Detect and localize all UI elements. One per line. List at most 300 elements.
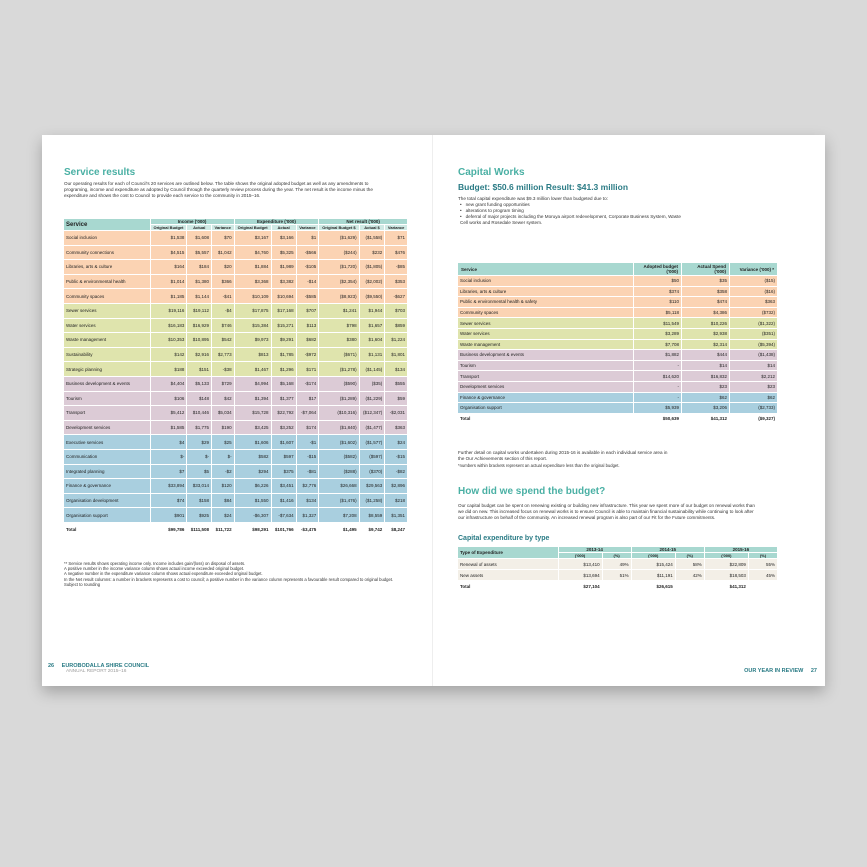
total-value: $101,766 <box>271 522 296 536</box>
cell-value: $120 <box>211 479 234 494</box>
total-value: $111,508 <box>187 522 212 536</box>
cell-value: $3,382 <box>271 274 296 289</box>
cell-value: -$15 <box>296 449 319 464</box>
cell-value: $476 <box>385 245 408 260</box>
subheader: Actual <box>271 225 296 231</box>
cell-value: $26,668 <box>319 479 359 494</box>
cell-value: ($8,923) <box>319 289 359 304</box>
cell-value: $3,425 <box>234 420 271 435</box>
cell-value: ($12,347) <box>359 406 385 421</box>
cell-value: ($1,258) <box>359 493 385 508</box>
right-footer <box>744 668 817 674</box>
cell-value: $13,410 <box>558 559 602 570</box>
service-name: Sewer services <box>458 318 634 329</box>
cell-value: ($582) <box>319 449 359 464</box>
table-row <box>64 464 408 479</box>
total-value: $41,312 <box>682 413 730 424</box>
cell-value: $17,875 <box>234 303 271 318</box>
cell-value: -$105 <box>296 260 319 275</box>
cell-value: $35 <box>682 276 730 287</box>
cell-value: $4,994 <box>234 376 271 391</box>
total-value: $27,104 <box>558 581 602 592</box>
service-name: Business development & events <box>64 376 150 391</box>
cell-value: ($5,394) <box>730 339 778 350</box>
cell-value: $9,973 <box>234 333 271 348</box>
by-type-title: Capital expenditure by type <box>458 535 550 542</box>
cell-value: $9,291 <box>271 333 296 348</box>
cell-value: $4,386 <box>682 307 730 318</box>
page-26 <box>42 135 433 686</box>
table-row <box>64 231 408 246</box>
total-value <box>748 581 777 592</box>
service-name: Communication <box>64 449 150 464</box>
cell-value: -$627 <box>385 289 408 304</box>
subheader: Original Budget <box>150 225 187 231</box>
cell-value: $444 <box>682 350 730 361</box>
service-name: Transport <box>458 371 634 382</box>
service-name: Organisation development <box>64 493 150 508</box>
cell-value: $188 <box>150 362 187 377</box>
subheader: Variance <box>296 225 319 231</box>
total-value <box>602 581 631 592</box>
cell-value: $134 <box>385 362 408 377</box>
cell-value: $1,604 <box>359 333 385 348</box>
total-value: $99,786 <box>150 522 187 536</box>
cell-value: $22,809 <box>704 559 748 570</box>
cell-value: $110 <box>634 297 682 308</box>
cell-value: $4,404 <box>150 376 187 391</box>
service-name: Social inclusion <box>458 276 634 287</box>
cell-value: - <box>634 360 682 371</box>
cell-value: $29 <box>187 435 212 450</box>
cell-value: $798 <box>319 318 359 333</box>
cell-value: $62 <box>682 392 730 403</box>
service-name: Libraries, arts & culture <box>458 286 634 297</box>
cell-value: $1,608 <box>187 231 212 246</box>
cell-value: $142 <box>150 347 187 362</box>
cell-value: $15,271 <box>271 318 296 333</box>
service-name: Transport <box>64 406 150 421</box>
cell-value: $8,559 <box>359 508 385 523</box>
cell-value: $158 <box>187 493 212 508</box>
cell-value: -$972 <box>296 347 319 362</box>
subheader: Actual $ <box>359 225 385 231</box>
service-name: Finance & governance <box>458 392 634 403</box>
cell-value: $190 <box>211 420 234 435</box>
cell-value: $2,938 <box>682 328 730 339</box>
cell-value: $5,557 <box>187 245 212 260</box>
cell-value: $11,191 <box>631 570 675 581</box>
cell-value: $3,166 <box>271 231 296 246</box>
cell-value: 45% <box>748 570 777 581</box>
cell-value: 58% <box>675 559 704 570</box>
cell-value: $10,109 <box>234 289 271 304</box>
cell-value: $380 <box>319 333 359 348</box>
service-results-notes <box>64 561 404 587</box>
table-row <box>458 276 778 287</box>
cell-value: -$585 <box>296 289 319 304</box>
cell-value: $- <box>211 449 234 464</box>
service-name: Community spaces <box>64 289 150 304</box>
report-spread <box>42 135 825 686</box>
unit-header: ('000) <box>704 553 748 559</box>
cell-value: $7,708 <box>634 339 682 350</box>
cell-value: -$7,064 <box>296 406 319 421</box>
cell-value: ($1,558) <box>359 231 385 246</box>
cell-value: $106 <box>150 391 187 406</box>
cell-value: $15,384 <box>234 318 271 333</box>
cell-value: $363 <box>730 297 778 308</box>
cell-value: $184 <box>187 260 212 275</box>
unit-header: (%) <box>748 553 777 559</box>
cell-value: $19,112 <box>187 303 212 318</box>
service-name: Water services <box>64 318 150 333</box>
cell-value: $- <box>150 449 187 464</box>
cell-value: ($1,278) <box>319 362 359 377</box>
cell-value: $4,760 <box>234 245 271 260</box>
cell-value: $3,206 <box>682 403 730 414</box>
cell-value: $10,694 <box>271 289 296 304</box>
cell-value: $5,034 <box>211 406 234 421</box>
service-results-intro: Our operating results for each of Council's 20 services are outlined below. The table shows the original adopted budget as well as any amendments to programing, income and expenditure as adopted by Council through the quarterly review process during the year. The net result is the income minus the expenditure and shows the cost to Council to provide each service to the community in 2015–16. <box>64 181 373 198</box>
table-row <box>458 328 778 339</box>
table-row <box>458 392 778 403</box>
cell-value: $1,785 <box>271 347 296 362</box>
note: A positive number in the income variance column shows actual income exceeded original budget. <box>64 566 245 572</box>
cell-value: 51% <box>602 570 631 581</box>
cell-value: $353 <box>385 274 408 289</box>
cell-value: $707 <box>296 303 319 318</box>
service-name: Tourism <box>458 360 634 371</box>
table-row <box>64 420 408 435</box>
cell-value: ($351) <box>730 328 778 339</box>
cell-value: $5,412 <box>150 406 187 421</box>
cell-value: $16,183 <box>150 318 187 333</box>
table-row <box>64 289 408 304</box>
cell-value: $10,353 <box>150 333 187 348</box>
total-value: $26,615 <box>631 581 675 592</box>
cell-value: $3,167 <box>234 231 271 246</box>
cell-value: $11,549 <box>634 318 682 329</box>
total-value: $11,722 <box>211 522 234 536</box>
unit-header: ('000) <box>558 553 602 559</box>
total-value: ($9,327) <box>730 413 778 424</box>
table-row <box>64 508 408 523</box>
cell-value: - <box>634 381 682 392</box>
cell-value: -$7,634 <box>271 508 296 523</box>
cell-value: $62 <box>730 392 778 403</box>
cell-value: $813 <box>234 347 271 362</box>
cell-value: $729 <box>211 376 234 391</box>
cell-value: $33,014 <box>187 479 212 494</box>
service-name: Community spaces <box>458 307 634 318</box>
cell-value: $71 <box>385 231 408 246</box>
list-item: • new grant funding opportunities <box>458 202 788 208</box>
table-row <box>458 307 778 318</box>
cell-value: - <box>634 392 682 403</box>
service-name: Finance & governance <box>64 479 150 494</box>
cell-value: -$566 <box>296 245 319 260</box>
note: A negative number in the expenditure variance column shows actual expenditure exceeded original budget. <box>64 571 263 577</box>
service-name: Tourism <box>64 391 150 406</box>
service-name: Business development & events <box>458 350 634 361</box>
list-item: • alterations to program timing <box>458 208 788 214</box>
footer-subtitle: ANNUAL REPORT 2015–16 <box>66 669 127 674</box>
cell-value: $366 <box>211 274 234 289</box>
cell-value: -$6,307 <box>234 508 271 523</box>
total-label: Total <box>64 522 150 536</box>
subheader: Original Budget $ <box>319 225 359 231</box>
cell-value: ($10,316) <box>319 406 359 421</box>
cell-value: ($1,476) <box>319 493 359 508</box>
cell-value: $294 <box>234 464 271 479</box>
service-name: Sewer services <box>64 303 150 318</box>
cell-value: $23 <box>730 381 778 392</box>
table-row <box>458 286 778 297</box>
cell-value: $148 <box>187 391 212 406</box>
cell-value: $363 <box>385 420 408 435</box>
cell-value: $1,801 <box>385 347 408 362</box>
total-value: -$3,475 <box>296 522 319 536</box>
cell-value: $5,939 <box>634 403 682 414</box>
total-row <box>458 413 778 424</box>
service-name: Public & environmental health <box>64 274 150 289</box>
capital-works-detail: Further detail on capital works undertaken during 2015-16 is available in each individual service area in the Our Achievements section of this report. <box>458 450 668 461</box>
service-name: Integrated planning <box>64 464 150 479</box>
cell-value: $1,351 <box>385 508 408 523</box>
service-name: Waste management <box>458 339 634 350</box>
cell-value: -$81 <box>296 464 319 479</box>
cell-value: $1,394 <box>234 391 271 406</box>
cell-value: $33,894 <box>150 479 187 494</box>
cell-value: $14 <box>682 360 730 371</box>
service-name: Strategic planning <box>64 362 150 377</box>
cell-value: $3,451 <box>271 479 296 494</box>
service-name: Development services <box>458 381 634 392</box>
cell-value: -$174 <box>296 376 319 391</box>
total-value <box>675 581 704 592</box>
cell-value: $134 <box>296 493 319 508</box>
type-header: Type of Expenditure <box>458 547 558 559</box>
intro-line: The total capital expenditure was $9.3 million lower than budgeted due to: <box>458 196 608 201</box>
type-name: Renewal of assets <box>458 559 558 570</box>
cell-value: $2,776 <box>296 479 319 494</box>
table-row <box>64 260 408 275</box>
cell-value: $23 <box>682 381 730 392</box>
cell-value: ($732) <box>730 307 778 318</box>
cell-value: $1,538 <box>150 231 187 246</box>
total-value: $1,495 <box>319 522 359 536</box>
cell-value: ($16) <box>730 286 778 297</box>
service-results-table <box>64 219 408 537</box>
year-header: 2014-15 <box>631 547 704 553</box>
capital-by-type-table <box>458 547 778 592</box>
cell-value: $2,916 <box>187 347 212 362</box>
cell-value: $1,131 <box>359 347 385 362</box>
cell-value: $1,042 <box>211 245 234 260</box>
cell-value: ($671) <box>319 347 359 362</box>
page-27 <box>434 135 825 686</box>
cell-value: $1,775 <box>187 420 212 435</box>
cell-value: -$85 <box>385 260 408 275</box>
reasons-list <box>458 202 788 226</box>
service-name: Libraries, arts & culture <box>64 260 150 275</box>
cell-value: $5,133 <box>187 376 212 391</box>
service-name: Social inclusion <box>64 231 150 246</box>
cell-value: $1,416 <box>271 493 296 508</box>
cell-value: ($1,577) <box>359 435 385 450</box>
cell-value: $14,620 <box>634 371 682 382</box>
service-name: Sustainability <box>64 347 150 362</box>
cell-value: $29,563 <box>359 479 385 494</box>
cell-value: $5,168 <box>271 376 296 391</box>
cell-value: $74 <box>150 493 187 508</box>
cell-value: $925 <box>187 508 212 523</box>
service-name: Water services <box>458 328 634 339</box>
cell-value: -$15 <box>385 449 408 464</box>
cell-value: $15,424 <box>631 559 675 570</box>
cell-value: ($590) <box>319 376 359 391</box>
brackets-note: *numbers within brackets represent an actual expenditure less than the original budget. <box>458 463 620 468</box>
net-result-header: Net result ('000) <box>319 219 408 225</box>
cell-value: ($15) <box>730 276 778 287</box>
cell-value: $5 <box>187 464 212 479</box>
cell-value: $1,657 <box>359 318 385 333</box>
table-row <box>458 318 778 329</box>
unit-header: (%) <box>675 553 704 559</box>
capital-header: Service <box>458 263 634 276</box>
cell-value: $746 <box>211 318 234 333</box>
cell-value: $20 <box>211 260 234 275</box>
cell-value: -$38 <box>211 362 234 377</box>
cell-value: $555 <box>385 376 408 391</box>
cell-value: $7,208 <box>319 508 359 523</box>
cell-value: $1,585 <box>150 420 187 435</box>
cell-value: ($2,733) <box>730 403 778 414</box>
table-row <box>458 403 778 414</box>
cell-value: -$82 <box>385 464 408 479</box>
budget-result-subtitle: Budget: $50.6 million Result: $41.3 million <box>458 182 629 192</box>
table-row <box>64 303 408 318</box>
cell-value: ($1,840) <box>319 420 359 435</box>
total-label: Total <box>458 581 558 592</box>
cell-value: $1 <box>296 231 319 246</box>
cell-value: -$1 <box>296 435 319 450</box>
capital-works-table <box>458 263 778 425</box>
table-row <box>64 376 408 391</box>
table-row <box>64 435 408 450</box>
service-name: Organisation support <box>458 403 634 414</box>
cell-value: $3,289 <box>634 328 682 339</box>
table-row <box>64 479 408 494</box>
cell-value: ($1,438) <box>730 350 778 361</box>
cell-value: $15,728 <box>234 406 271 421</box>
cell-value: $174 <box>296 420 319 435</box>
year-header: 2015-16 <box>704 547 777 553</box>
unit-header: ('000) <box>631 553 675 559</box>
cell-value: ($370) <box>359 464 385 479</box>
cell-value: $14 <box>730 360 778 371</box>
income-header: Income ('000) <box>150 219 234 225</box>
table-row <box>64 333 408 348</box>
cell-value: $1,884 <box>234 260 271 275</box>
cell-value: -$41 <box>211 289 234 304</box>
cell-value: ($1,145) <box>359 362 385 377</box>
total-label: Total <box>458 413 634 424</box>
table-row <box>64 493 408 508</box>
capital-header: Adopted budget ('000) <box>634 263 682 276</box>
table-row <box>64 406 408 421</box>
cell-value: $4,515 <box>150 245 187 260</box>
cell-value: ($2,002) <box>359 274 385 289</box>
year-header: 2013-14 <box>558 547 631 553</box>
cell-value: $1,882 <box>634 350 682 361</box>
capital-works-intro <box>458 196 788 226</box>
cell-value: $164 <box>150 260 187 275</box>
cell-value: $1,014 <box>150 274 187 289</box>
cell-value: 55% <box>748 559 777 570</box>
cell-value: $10,226 <box>682 318 730 329</box>
cell-value: $13,694 <box>558 570 602 581</box>
cell-value: $42 <box>211 391 234 406</box>
cell-value: $2,314 <box>682 339 730 350</box>
cell-value: $1,327 <box>296 508 319 523</box>
cell-value: $16,832 <box>682 371 730 382</box>
cell-value: $375 <box>271 464 296 479</box>
cell-value: $16,929 <box>187 318 212 333</box>
table-row <box>64 274 408 289</box>
cell-value: $- <box>187 449 212 464</box>
cell-value: -$4 <box>211 303 234 318</box>
cell-value: $1,380 <box>187 274 212 289</box>
cell-value: ($1,322) <box>730 318 778 329</box>
cell-value: ($1,602) <box>319 435 359 450</box>
cell-value: $10,446 <box>187 406 212 421</box>
cell-value: $682 <box>296 333 319 348</box>
cell-value: -$14 <box>296 274 319 289</box>
cell-value: $597 <box>271 449 296 464</box>
cell-value: $1,607 <box>271 435 296 450</box>
total-value: $98,291 <box>234 522 271 536</box>
cell-value: $59 <box>385 391 408 406</box>
cell-value: $19,116 <box>150 303 187 318</box>
table-row <box>64 391 408 406</box>
cell-value: $1,144 <box>187 289 212 304</box>
cell-value: $1,467 <box>234 362 271 377</box>
cell-value: $1,377 <box>271 391 296 406</box>
type-name: New assets <box>458 570 558 581</box>
table-row <box>64 362 408 377</box>
table-row <box>458 360 778 371</box>
capital-header: Variance ('000) * <box>730 263 778 276</box>
cell-value: $542 <box>211 333 234 348</box>
cell-value: $151 <box>187 362 212 377</box>
cell-value: $1,550 <box>234 493 271 508</box>
footer-title: EUROBODALLA SHIRE COUNCIL <box>61 663 150 669</box>
cell-value: ($1,229) <box>359 391 385 406</box>
footer-title: OUR YEAR IN REVIEW <box>744 668 804 674</box>
cell-value: $374 <box>634 286 682 297</box>
service-name: Development services <box>64 420 150 435</box>
cell-value: $232 <box>359 245 385 260</box>
capital-works-title: Capital Works <box>458 167 525 178</box>
total-value: $50,639 <box>634 413 682 424</box>
cell-value: ($1,805) <box>359 260 385 275</box>
cell-value: $24 <box>385 435 408 450</box>
subheader: Original Budget <box>234 225 271 231</box>
subheader: Variance <box>385 225 408 231</box>
cell-value: $50 <box>634 276 682 287</box>
